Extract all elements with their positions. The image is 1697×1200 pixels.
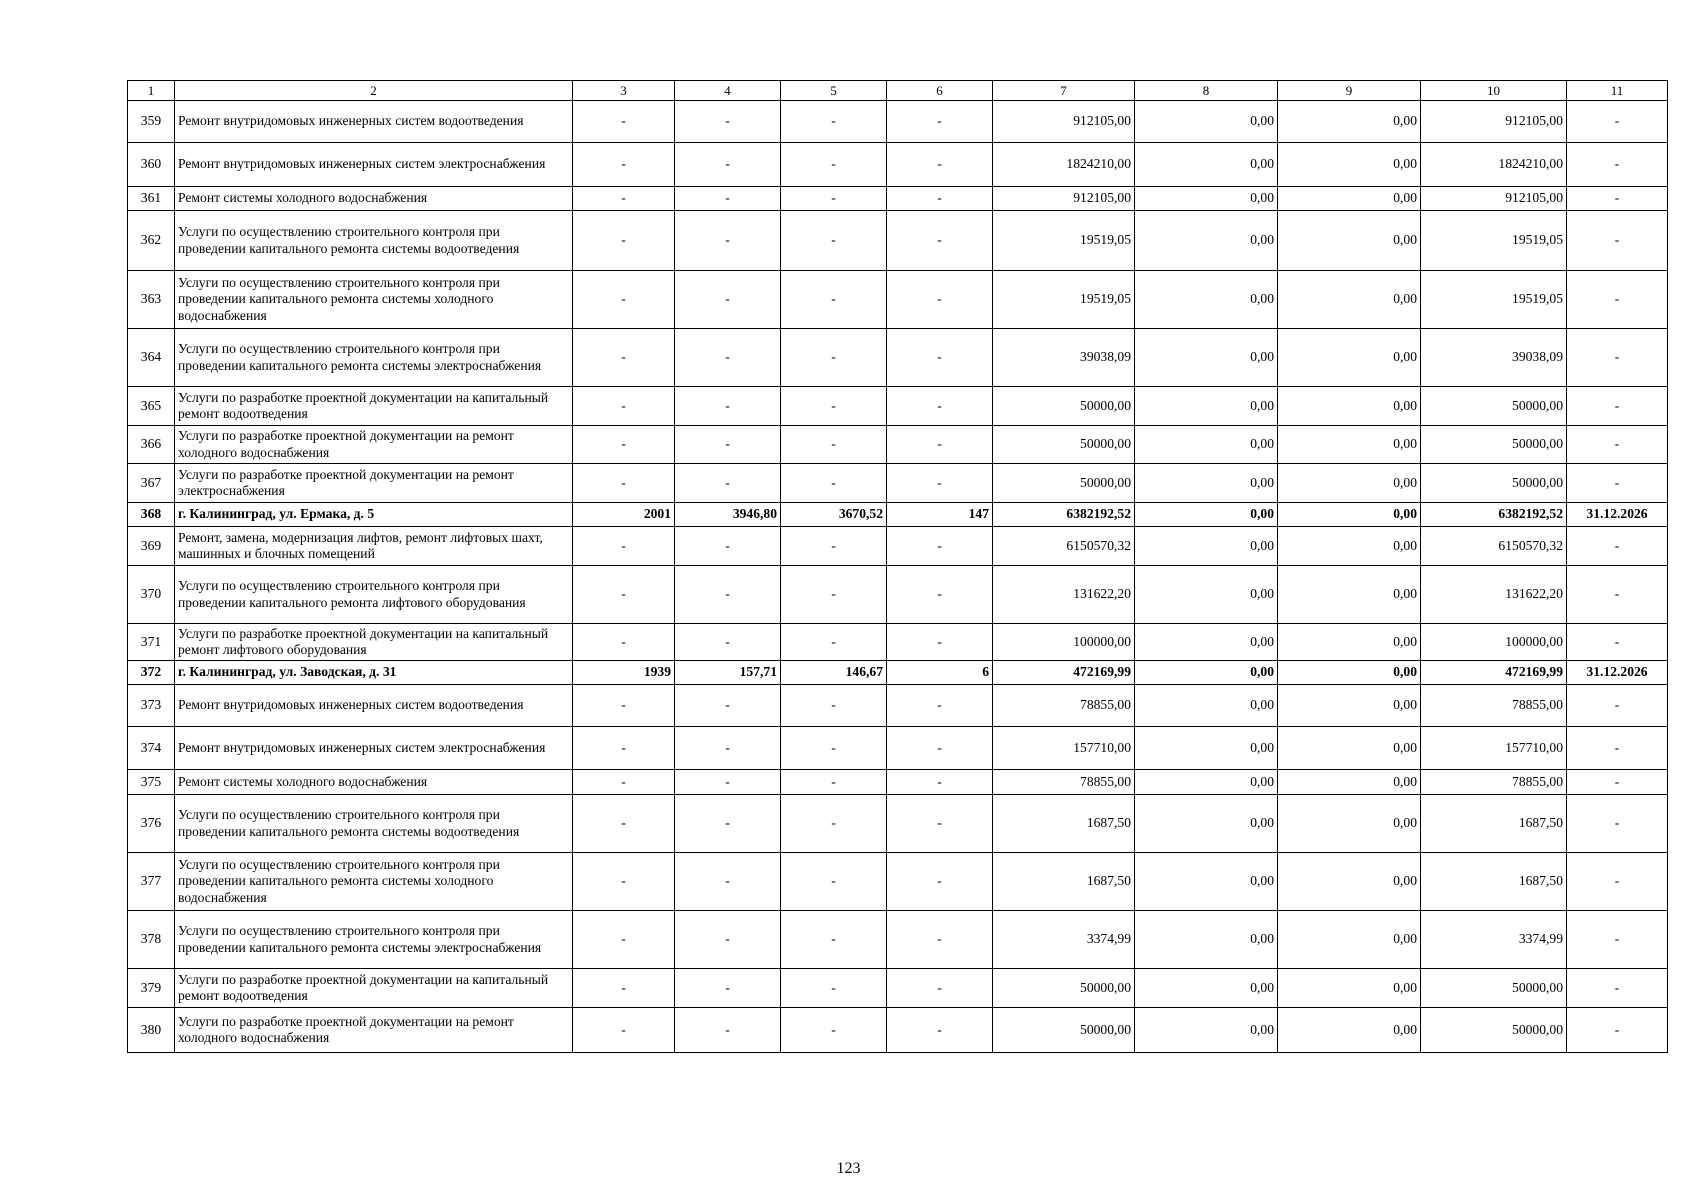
- address-row: [128, 503, 1668, 527]
- work-name-cell: Услуги по разработке проектной документации на ремонт электроснабжения: [175, 464, 573, 503]
- year-built-cell: -: [573, 770, 675, 795]
- completion-date-cell: -: [1567, 527, 1668, 566]
- table-row: [128, 143, 1668, 187]
- completion-date-cell: -: [1567, 795, 1668, 853]
- living-area-cell: -: [781, 187, 887, 211]
- completion-date-cell: -: [1567, 969, 1668, 1008]
- table-row: [128, 527, 1668, 566]
- cost-col-9-cell: 0,00: [1278, 661, 1421, 685]
- living-area-cell: -: [781, 464, 887, 503]
- table-row: [128, 271, 1668, 329]
- total-cost-cell: 78855,00: [993, 685, 1135, 727]
- cost-col-8-cell: 0,00: [1135, 387, 1278, 426]
- cost-col-9-cell: 0,00: [1278, 969, 1421, 1008]
- year-built-cell: -: [573, 271, 675, 329]
- row-number-cell: 366: [128, 426, 175, 464]
- column-header: 8: [1135, 81, 1278, 101]
- total-cost-cell: 39038,09: [993, 329, 1135, 387]
- residents-count-cell: 147: [887, 503, 993, 527]
- year-built-cell: -: [573, 685, 675, 727]
- row-number-cell: 368: [128, 503, 175, 527]
- completion-date-cell: -: [1567, 770, 1668, 795]
- cost-col-9-cell: 0,00: [1278, 527, 1421, 566]
- cost-col-8-cell: 0,00: [1135, 661, 1278, 685]
- cost-col-8-cell: 0,00: [1135, 770, 1278, 795]
- cost-col-8-cell: 0,00: [1135, 566, 1278, 624]
- residents-count-cell: -: [887, 795, 993, 853]
- table-row: [128, 1008, 1668, 1053]
- row-number-cell: 363: [128, 271, 175, 329]
- column-header: 4: [675, 81, 781, 101]
- total-area-cell: -: [675, 527, 781, 566]
- residents-count-cell: -: [887, 329, 993, 387]
- year-built-cell: -: [573, 101, 675, 143]
- cost-col-10-cell: 157710,00: [1421, 727, 1567, 770]
- work-name-cell: Ремонт внутридомовых инженерных систем водоотведения: [175, 685, 573, 727]
- cost-col-10-cell: 1687,50: [1421, 795, 1567, 853]
- total-cost-cell: 19519,05: [993, 211, 1135, 271]
- residents-count-cell: -: [887, 143, 993, 187]
- column-number-row: [128, 81, 1668, 101]
- year-built-cell: -: [573, 853, 675, 911]
- living-area-cell: -: [781, 271, 887, 329]
- residents-count-cell: -: [887, 969, 993, 1008]
- work-name-cell: Ремонт системы холодного водоснабжения: [175, 187, 573, 211]
- total-area-cell: -: [675, 969, 781, 1008]
- cost-col-10-cell: 19519,05: [1421, 271, 1567, 329]
- work-name-cell: Ремонт внутридомовых инженерных систем водоотведения: [175, 101, 573, 143]
- cost-col-9-cell: 0,00: [1278, 795, 1421, 853]
- cost-col-8-cell: 0,00: [1135, 143, 1278, 187]
- total-cost-cell: 1824210,00: [993, 143, 1135, 187]
- completion-date-cell: -: [1567, 911, 1668, 969]
- cost-col-9-cell: 0,00: [1278, 387, 1421, 426]
- completion-date-cell: -: [1567, 1008, 1668, 1053]
- row-number-cell: 378: [128, 911, 175, 969]
- cost-col-10-cell: 19519,05: [1421, 211, 1567, 271]
- cost-col-10-cell: 50000,00: [1421, 387, 1567, 426]
- living-area-cell: -: [781, 527, 887, 566]
- row-number-cell: 373: [128, 685, 175, 727]
- total-cost-cell: 157710,00: [993, 727, 1135, 770]
- year-built-cell: 1939: [573, 661, 675, 685]
- total-area-cell: -: [675, 271, 781, 329]
- total-area-cell: -: [675, 795, 781, 853]
- cost-col-9-cell: 0,00: [1278, 911, 1421, 969]
- total-cost-cell: 6382192,52: [993, 503, 1135, 527]
- year-built-cell: -: [573, 464, 675, 503]
- cost-col-8-cell: 0,00: [1135, 685, 1278, 727]
- total-area-cell: -: [675, 1008, 781, 1053]
- cost-col-8-cell: 0,00: [1135, 911, 1278, 969]
- cost-col-10-cell: 50000,00: [1421, 1008, 1567, 1053]
- residents-count-cell: -: [887, 624, 993, 661]
- year-built-cell: -: [573, 426, 675, 464]
- year-built-cell: -: [573, 1008, 675, 1053]
- cost-col-10-cell: 78855,00: [1421, 770, 1567, 795]
- living-area-cell: -: [781, 727, 887, 770]
- cost-col-10-cell: 50000,00: [1421, 969, 1567, 1008]
- year-built-cell: -: [573, 527, 675, 566]
- row-number-cell: 379: [128, 969, 175, 1008]
- living-area-cell: -: [781, 853, 887, 911]
- living-area-cell: -: [781, 211, 887, 271]
- table-row: [128, 770, 1668, 795]
- column-header: 10: [1421, 81, 1567, 101]
- cost-col-10-cell: 912105,00: [1421, 101, 1567, 143]
- work-name-cell: Услуги по осуществлению строительного контроля при проведении капитального ремонта системы водоотведения: [175, 795, 573, 853]
- cost-col-8-cell: 0,00: [1135, 211, 1278, 271]
- work-name-cell: Услуги по осуществлению строительного контроля при проведении капитального ремонта системы холодного водоснабжения: [175, 853, 573, 911]
- row-number-cell: 370: [128, 566, 175, 624]
- residents-count-cell: -: [887, 566, 993, 624]
- residents-count-cell: -: [887, 101, 993, 143]
- cost-col-10-cell: 131622,20: [1421, 566, 1567, 624]
- cost-col-8-cell: 0,00: [1135, 527, 1278, 566]
- total-cost-cell: 50000,00: [993, 969, 1135, 1008]
- completion-date-cell: -: [1567, 685, 1668, 727]
- row-number-cell: 361: [128, 187, 175, 211]
- cost-col-9-cell: 0,00: [1278, 143, 1421, 187]
- row-number-cell: 374: [128, 727, 175, 770]
- total-area-cell: -: [675, 329, 781, 387]
- column-header: 3: [573, 81, 675, 101]
- completion-date-cell: -: [1567, 853, 1668, 911]
- total-area-cell: -: [675, 101, 781, 143]
- residents-count-cell: -: [887, 271, 993, 329]
- cost-col-9-cell: 0,00: [1278, 566, 1421, 624]
- year-built-cell: -: [573, 727, 675, 770]
- residents-count-cell: -: [887, 527, 993, 566]
- cost-col-9-cell: 0,00: [1278, 426, 1421, 464]
- table-row: [128, 329, 1668, 387]
- work-name-cell: Услуги по разработке проектной документации на капитальный ремонт лифтового оборудования: [175, 624, 573, 661]
- cost-col-9-cell: 0,00: [1278, 101, 1421, 143]
- year-built-cell: -: [573, 211, 675, 271]
- total-area-cell: -: [675, 426, 781, 464]
- year-built-cell: -: [573, 795, 675, 853]
- cost-col-10-cell: 6382192,52: [1421, 503, 1567, 527]
- column-header: 9: [1278, 81, 1421, 101]
- living-area-cell: -: [781, 911, 887, 969]
- total-area-cell: -: [675, 187, 781, 211]
- cost-col-8-cell: 0,00: [1135, 969, 1278, 1008]
- total-cost-cell: 78855,00: [993, 770, 1135, 795]
- year-built-cell: -: [573, 624, 675, 661]
- work-name-cell: Ремонт, замена, модернизация лифтов, ремонт лифтовых шахт, машинных и блочных помещений: [175, 527, 573, 566]
- table-row: [128, 685, 1668, 727]
- total-area-cell: -: [675, 387, 781, 426]
- residents-count-cell: -: [887, 911, 993, 969]
- work-name-cell: Ремонт внутридомовых инженерных систем электроснабжения: [175, 727, 573, 770]
- total-cost-cell: 1687,50: [993, 795, 1135, 853]
- total-cost-cell: 472169,99: [993, 661, 1135, 685]
- cost-col-9-cell: 0,00: [1278, 685, 1421, 727]
- total-cost-cell: 912105,00: [993, 101, 1135, 143]
- cost-col-9-cell: 0,00: [1278, 727, 1421, 770]
- cost-col-10-cell: 50000,00: [1421, 426, 1567, 464]
- year-built-cell: 2001: [573, 503, 675, 527]
- work-name-cell: Услуги по осуществлению строительного контроля при проведении капитального ремонта лифтового оборудования: [175, 566, 573, 624]
- table-row: [128, 853, 1668, 911]
- cost-col-8-cell: 0,00: [1135, 464, 1278, 503]
- total-cost-cell: 131622,20: [993, 566, 1135, 624]
- row-number-cell: 376: [128, 795, 175, 853]
- total-cost-cell: 6150570,32: [993, 527, 1135, 566]
- completion-date-cell: -: [1567, 727, 1668, 770]
- cost-col-9-cell: 0,00: [1278, 853, 1421, 911]
- work-name-cell: Услуги по разработке проектной документации на капитальный ремонт водоотведения: [175, 387, 573, 426]
- row-number-cell: 362: [128, 211, 175, 271]
- total-area-cell: -: [675, 685, 781, 727]
- cost-col-10-cell: 6150570,32: [1421, 527, 1567, 566]
- table-row: [128, 387, 1668, 426]
- row-number-cell: 380: [128, 1008, 175, 1053]
- residents-count-cell: -: [887, 685, 993, 727]
- cost-col-10-cell: 100000,00: [1421, 624, 1567, 661]
- row-number-cell: 369: [128, 527, 175, 566]
- total-area-cell: -: [675, 624, 781, 661]
- row-number-cell: 371: [128, 624, 175, 661]
- living-area-cell: 3670,52: [781, 503, 887, 527]
- living-area-cell: -: [781, 770, 887, 795]
- living-area-cell: -: [781, 685, 887, 727]
- cost-col-8-cell: 0,00: [1135, 1008, 1278, 1053]
- cost-col-8-cell: 0,00: [1135, 853, 1278, 911]
- cost-col-10-cell: 1687,50: [1421, 853, 1567, 911]
- total-cost-cell: 19519,05: [993, 271, 1135, 329]
- completion-date-cell: -: [1567, 143, 1668, 187]
- cost-col-9-cell: 0,00: [1278, 503, 1421, 527]
- row-number-cell: 367: [128, 464, 175, 503]
- cost-col-8-cell: 0,00: [1135, 503, 1278, 527]
- address-row: [128, 661, 1668, 685]
- total-area-cell: -: [675, 911, 781, 969]
- cost-col-10-cell: 3374,99: [1421, 911, 1567, 969]
- residents-count-cell: 6: [887, 661, 993, 685]
- cost-col-10-cell: 912105,00: [1421, 187, 1567, 211]
- total-area-cell: -: [675, 464, 781, 503]
- residents-count-cell: -: [887, 464, 993, 503]
- column-header: 2: [175, 81, 573, 101]
- living-area-cell: -: [781, 795, 887, 853]
- cost-col-8-cell: 0,00: [1135, 329, 1278, 387]
- cost-col-9-cell: 0,00: [1278, 1008, 1421, 1053]
- table-row: [128, 624, 1668, 661]
- work-name-cell: Услуги по осуществлению строительного контроля при проведении капитального ремонта системы электроснабжения: [175, 911, 573, 969]
- total-area-cell: -: [675, 727, 781, 770]
- completion-date-cell: -: [1567, 566, 1668, 624]
- table-row: [128, 101, 1668, 143]
- living-area-cell: -: [781, 566, 887, 624]
- total-cost-cell: 50000,00: [993, 1008, 1135, 1053]
- completion-date-cell: -: [1567, 329, 1668, 387]
- table-row: [128, 464, 1668, 503]
- completion-date-cell: 31.12.2026: [1567, 503, 1668, 527]
- table-row: [128, 426, 1668, 464]
- row-number-cell: 377: [128, 853, 175, 911]
- residents-count-cell: -: [887, 770, 993, 795]
- work-name-cell: Услуги по осуществлению строительного контроля при проведении капитального ремонта системы водоотведения: [175, 211, 573, 271]
- cost-col-8-cell: 0,00: [1135, 795, 1278, 853]
- completion-date-cell: -: [1567, 387, 1668, 426]
- row-number-cell: 375: [128, 770, 175, 795]
- table-row: [128, 969, 1668, 1008]
- total-area-cell: 157,71: [675, 661, 781, 685]
- living-area-cell: -: [781, 329, 887, 387]
- table-row: [128, 211, 1668, 271]
- completion-date-cell: -: [1567, 464, 1668, 503]
- total-area-cell: -: [675, 853, 781, 911]
- living-area-cell: -: [781, 143, 887, 187]
- total-cost-cell: 3374,99: [993, 911, 1135, 969]
- year-built-cell: -: [573, 566, 675, 624]
- completion-date-cell: -: [1567, 271, 1668, 329]
- cost-col-8-cell: 0,00: [1135, 727, 1278, 770]
- work-name-cell: Ремонт внутридомовых инженерных систем электроснабжения: [175, 143, 573, 187]
- year-built-cell: -: [573, 329, 675, 387]
- cost-col-8-cell: 0,00: [1135, 187, 1278, 211]
- total-area-cell: -: [675, 566, 781, 624]
- total-cost-cell: 912105,00: [993, 187, 1135, 211]
- work-name-cell: Ремонт системы холодного водоснабжения: [175, 770, 573, 795]
- living-area-cell: -: [781, 969, 887, 1008]
- cost-col-10-cell: 472169,99: [1421, 661, 1567, 685]
- total-area-cell: -: [675, 770, 781, 795]
- cost-col-9-cell: 0,00: [1278, 770, 1421, 795]
- page-number: 123: [836, 1160, 861, 1177]
- residents-count-cell: -: [887, 1008, 993, 1053]
- completion-date-cell: -: [1567, 101, 1668, 143]
- total-cost-cell: 1687,50: [993, 853, 1135, 911]
- year-built-cell: -: [573, 187, 675, 211]
- living-area-cell: -: [781, 1008, 887, 1053]
- completion-date-cell: 31.12.2026: [1567, 661, 1668, 685]
- column-header: 1: [128, 81, 175, 101]
- year-built-cell: -: [573, 387, 675, 426]
- living-area-cell: 146,67: [781, 661, 887, 685]
- work-name-cell: Услуги по осуществлению строительного контроля при проведении капитального ремонта системы холодного водоснабжения: [175, 271, 573, 329]
- work-name-cell: г. Калининград, ул. Ермака, д. 5: [175, 503, 573, 527]
- work-name-cell: Услуги по разработке проектной документации на капитальный ремонт водоотведения: [175, 969, 573, 1008]
- row-number-cell: 364: [128, 329, 175, 387]
- row-number-cell: 359: [128, 101, 175, 143]
- year-built-cell: -: [573, 143, 675, 187]
- cost-col-8-cell: 0,00: [1135, 101, 1278, 143]
- table-row: [128, 187, 1668, 211]
- cost-col-10-cell: 78855,00: [1421, 685, 1567, 727]
- living-area-cell: -: [781, 426, 887, 464]
- work-name-cell: Услуги по разработке проектной документации на ремонт холодного водоснабжения: [175, 1008, 573, 1053]
- column-header: 11: [1567, 81, 1668, 101]
- column-header: 6: [887, 81, 993, 101]
- column-header: 7: [993, 81, 1135, 101]
- total-cost-cell: 100000,00: [993, 624, 1135, 661]
- work-name-cell: Услуги по осуществлению строительного контроля при проведении капитального ремонта системы электроснабжения: [175, 329, 573, 387]
- table-row: [128, 795, 1668, 853]
- cost-col-10-cell: 1824210,00: [1421, 143, 1567, 187]
- work-name-cell: г. Калининград, ул. Заводская, д. 31: [175, 661, 573, 685]
- cost-col-9-cell: 0,00: [1278, 271, 1421, 329]
- completion-date-cell: -: [1567, 624, 1668, 661]
- total-cost-cell: 50000,00: [993, 387, 1135, 426]
- living-area-cell: -: [781, 387, 887, 426]
- total-area-cell: -: [675, 211, 781, 271]
- cost-col-8-cell: 0,00: [1135, 271, 1278, 329]
- residents-count-cell: -: [887, 727, 993, 770]
- total-area-cell: 3946,80: [675, 503, 781, 527]
- living-area-cell: -: [781, 101, 887, 143]
- residents-count-cell: -: [887, 211, 993, 271]
- work-schedule-table: [127, 80, 1668, 1053]
- living-area-cell: -: [781, 624, 887, 661]
- total-cost-cell: 50000,00: [993, 464, 1135, 503]
- row-number-cell: 365: [128, 387, 175, 426]
- cost-col-10-cell: 50000,00: [1421, 464, 1567, 503]
- completion-date-cell: -: [1567, 211, 1668, 271]
- work-name-cell: Услуги по разработке проектной документации на ремонт холодного водоснабжения: [175, 426, 573, 464]
- residents-count-cell: -: [887, 387, 993, 426]
- cost-col-9-cell: 0,00: [1278, 624, 1421, 661]
- residents-count-cell: -: [887, 853, 993, 911]
- cost-col-9-cell: 0,00: [1278, 211, 1421, 271]
- table-row: [128, 911, 1668, 969]
- year-built-cell: -: [573, 911, 675, 969]
- cost-col-8-cell: 0,00: [1135, 624, 1278, 661]
- completion-date-cell: -: [1567, 426, 1668, 464]
- cost-col-9-cell: 0,00: [1278, 187, 1421, 211]
- total-cost-cell: 50000,00: [993, 426, 1135, 464]
- residents-count-cell: -: [887, 426, 993, 464]
- residents-count-cell: -: [887, 187, 993, 211]
- cost-col-10-cell: 39038,09: [1421, 329, 1567, 387]
- completion-date-cell: -: [1567, 187, 1668, 211]
- cost-col-9-cell: 0,00: [1278, 464, 1421, 503]
- row-number-cell: 372: [128, 661, 175, 685]
- cost-col-9-cell: 0,00: [1278, 329, 1421, 387]
- cost-col-8-cell: 0,00: [1135, 426, 1278, 464]
- table-row: [128, 727, 1668, 770]
- row-number-cell: 360: [128, 143, 175, 187]
- year-built-cell: -: [573, 969, 675, 1008]
- total-area-cell: -: [675, 143, 781, 187]
- table-row: [128, 566, 1668, 624]
- column-header: 5: [781, 81, 887, 101]
